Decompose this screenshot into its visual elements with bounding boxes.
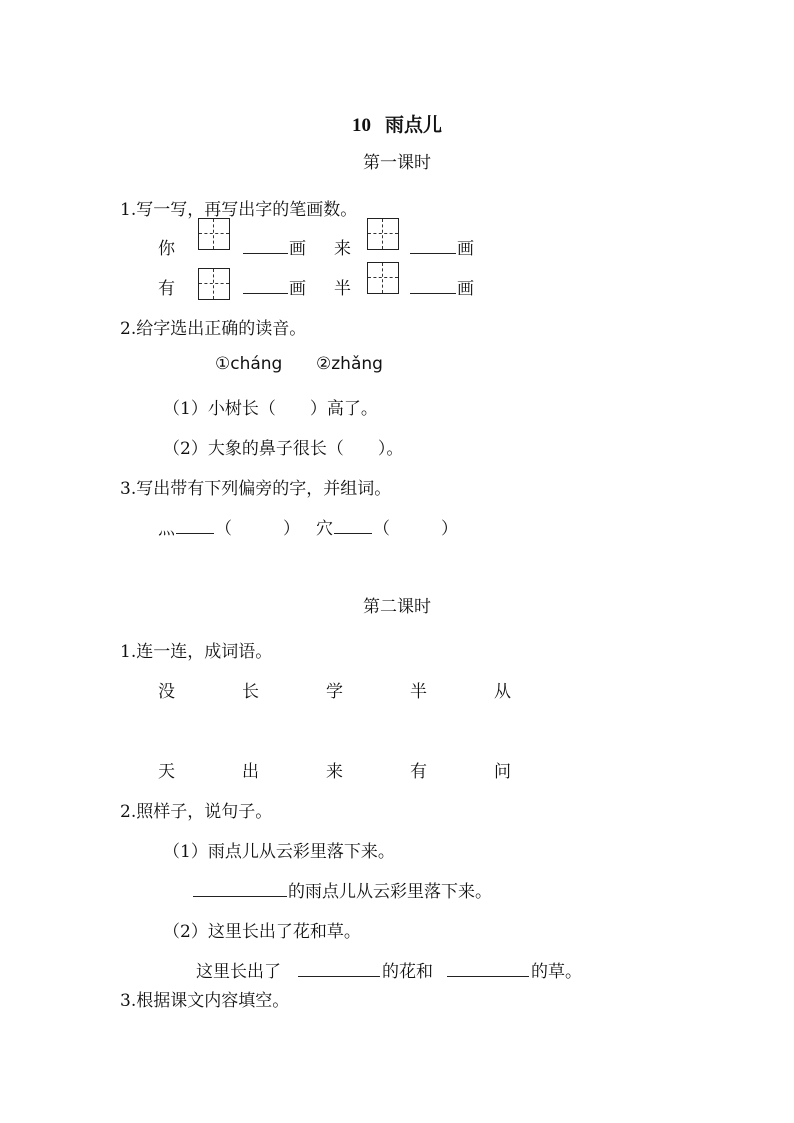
l2-q1-prompt: 1.连一连，成词语。 [120,642,273,662]
l2-q3-prompt: 3.根据课文内容填空。 [120,991,290,1011]
match-bottom-char[interactable]: 天 [158,762,175,782]
fill-blank[interactable] [447,975,529,977]
l1-q2-item-2: （2）大象的鼻子很长（ ）。 [163,439,404,459]
fill-blank[interactable] [298,975,380,977]
stroke-count-blank[interactable] [243,292,288,294]
stroke-count-blank[interactable] [410,252,456,254]
l1-q2-item-1: （1）小树长（ ）高了。 [163,399,378,419]
match-bottom-char[interactable]: 出 [242,762,259,782]
match-top-char[interactable]: 半 [410,682,427,702]
stroke-count-blank[interactable] [243,252,288,254]
char-lai: 来 [334,239,351,259]
radical-char-blank[interactable] [334,532,372,534]
radical-huo: 灬 [158,519,175,539]
lesson1-heading: 第一课时 [363,153,431,173]
lesson-title: 雨点儿 [384,114,442,136]
match-bottom-char[interactable]: 问 [494,762,511,782]
pinyin-option-2: ②zhǎng [316,354,383,374]
char-ni: 你 [158,239,175,259]
word-paren[interactable]: （ ） [373,519,458,539]
match-top-char[interactable]: 没 [158,682,175,702]
l2-q2-fill-1: 的雨点儿从云彩里落下来。 [288,882,492,902]
page-title [0,110,794,137]
l2-q2-prompt: 2.照样子，说句子。 [120,802,273,822]
l2-q2-example-1: （1）雨点儿从云彩里落下来。 [163,842,395,862]
l2-q2-example-2: （2）这里长出了花和草。 [163,922,361,942]
pinyin-option-1: ①cháng [215,354,283,374]
match-top-char[interactable]: 长 [242,682,259,702]
radical-xue: 穴 [316,519,333,539]
unit-hua: 画 [457,279,474,299]
match-top-char[interactable]: 从 [494,682,511,702]
match-bottom-char[interactable]: 来 [326,762,343,782]
match-top-char[interactable]: 学 [326,682,343,702]
l1-q1-prompt: 1.写一写，再写出字的笔画数。 [120,200,358,220]
l2-q2-fill-2c: 的草。 [531,962,582,982]
tianzige-box[interactable] [367,262,399,294]
tianzige-box[interactable] [198,218,230,250]
l1-q2-prompt: 2.给字选出正确的读音。 [120,319,307,339]
tianzige-box[interactable] [367,218,399,250]
l2-q2-fill-2b: 的花和 [382,962,433,982]
l1-q3-prompt: 3.写出带有下列偏旁的字，并组词。 [120,479,392,499]
char-you: 有 [158,279,175,299]
fill-blank[interactable] [193,895,287,897]
unit-hua: 画 [289,239,306,259]
lesson-number: 10 [351,115,371,136]
word-paren[interactable]: （ ） [215,519,300,539]
unit-hua: 画 [457,239,474,259]
lesson2-heading: 第二课时 [363,597,431,617]
match-bottom-char[interactable]: 有 [410,762,427,782]
radical-char-blank[interactable] [176,532,214,534]
l2-q2-fill-2a: 这里长出了 [196,962,281,982]
unit-hua: 画 [289,279,306,299]
stroke-count-blank[interactable] [410,292,456,294]
tianzige-box[interactable] [198,268,230,300]
char-ban: 半 [334,279,351,299]
